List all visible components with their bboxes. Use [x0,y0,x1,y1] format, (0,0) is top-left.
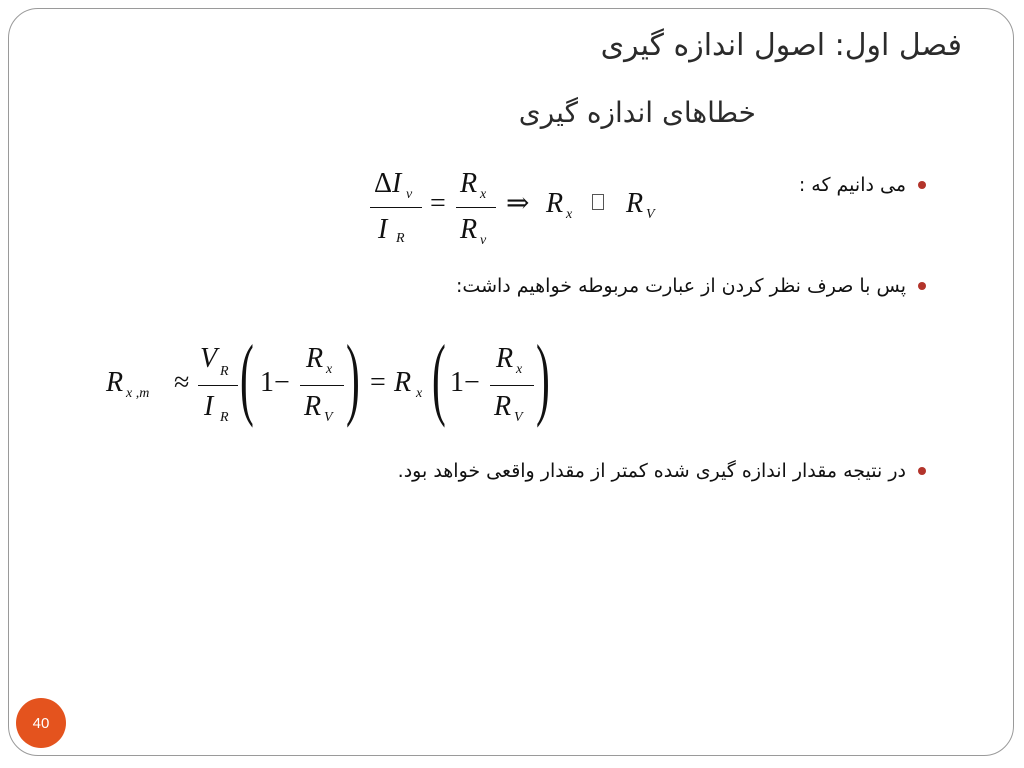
bullet-text-2: پس با صرف نظر کردن از عبارت مربوطه خواهیم داشت: [456,275,906,297]
slide-subtitle: خطاهای اندازه گیری [518,96,756,129]
bullet-marker-1 [918,181,926,189]
bullet-marker-2 [918,282,926,290]
bullet-marker-3 [918,467,926,475]
slide-title: فصل اول: اصول اندازه گیری [600,28,962,63]
bullet-text-3: در نتیجه مقدار اندازه گیری شده کمتر از مقدار واقعی خواهد بود. [397,460,906,482]
bullet-text-1: می دانیم که : [798,174,906,196]
page-number-badge [16,698,66,748]
page-number: 40 [32,714,50,732]
